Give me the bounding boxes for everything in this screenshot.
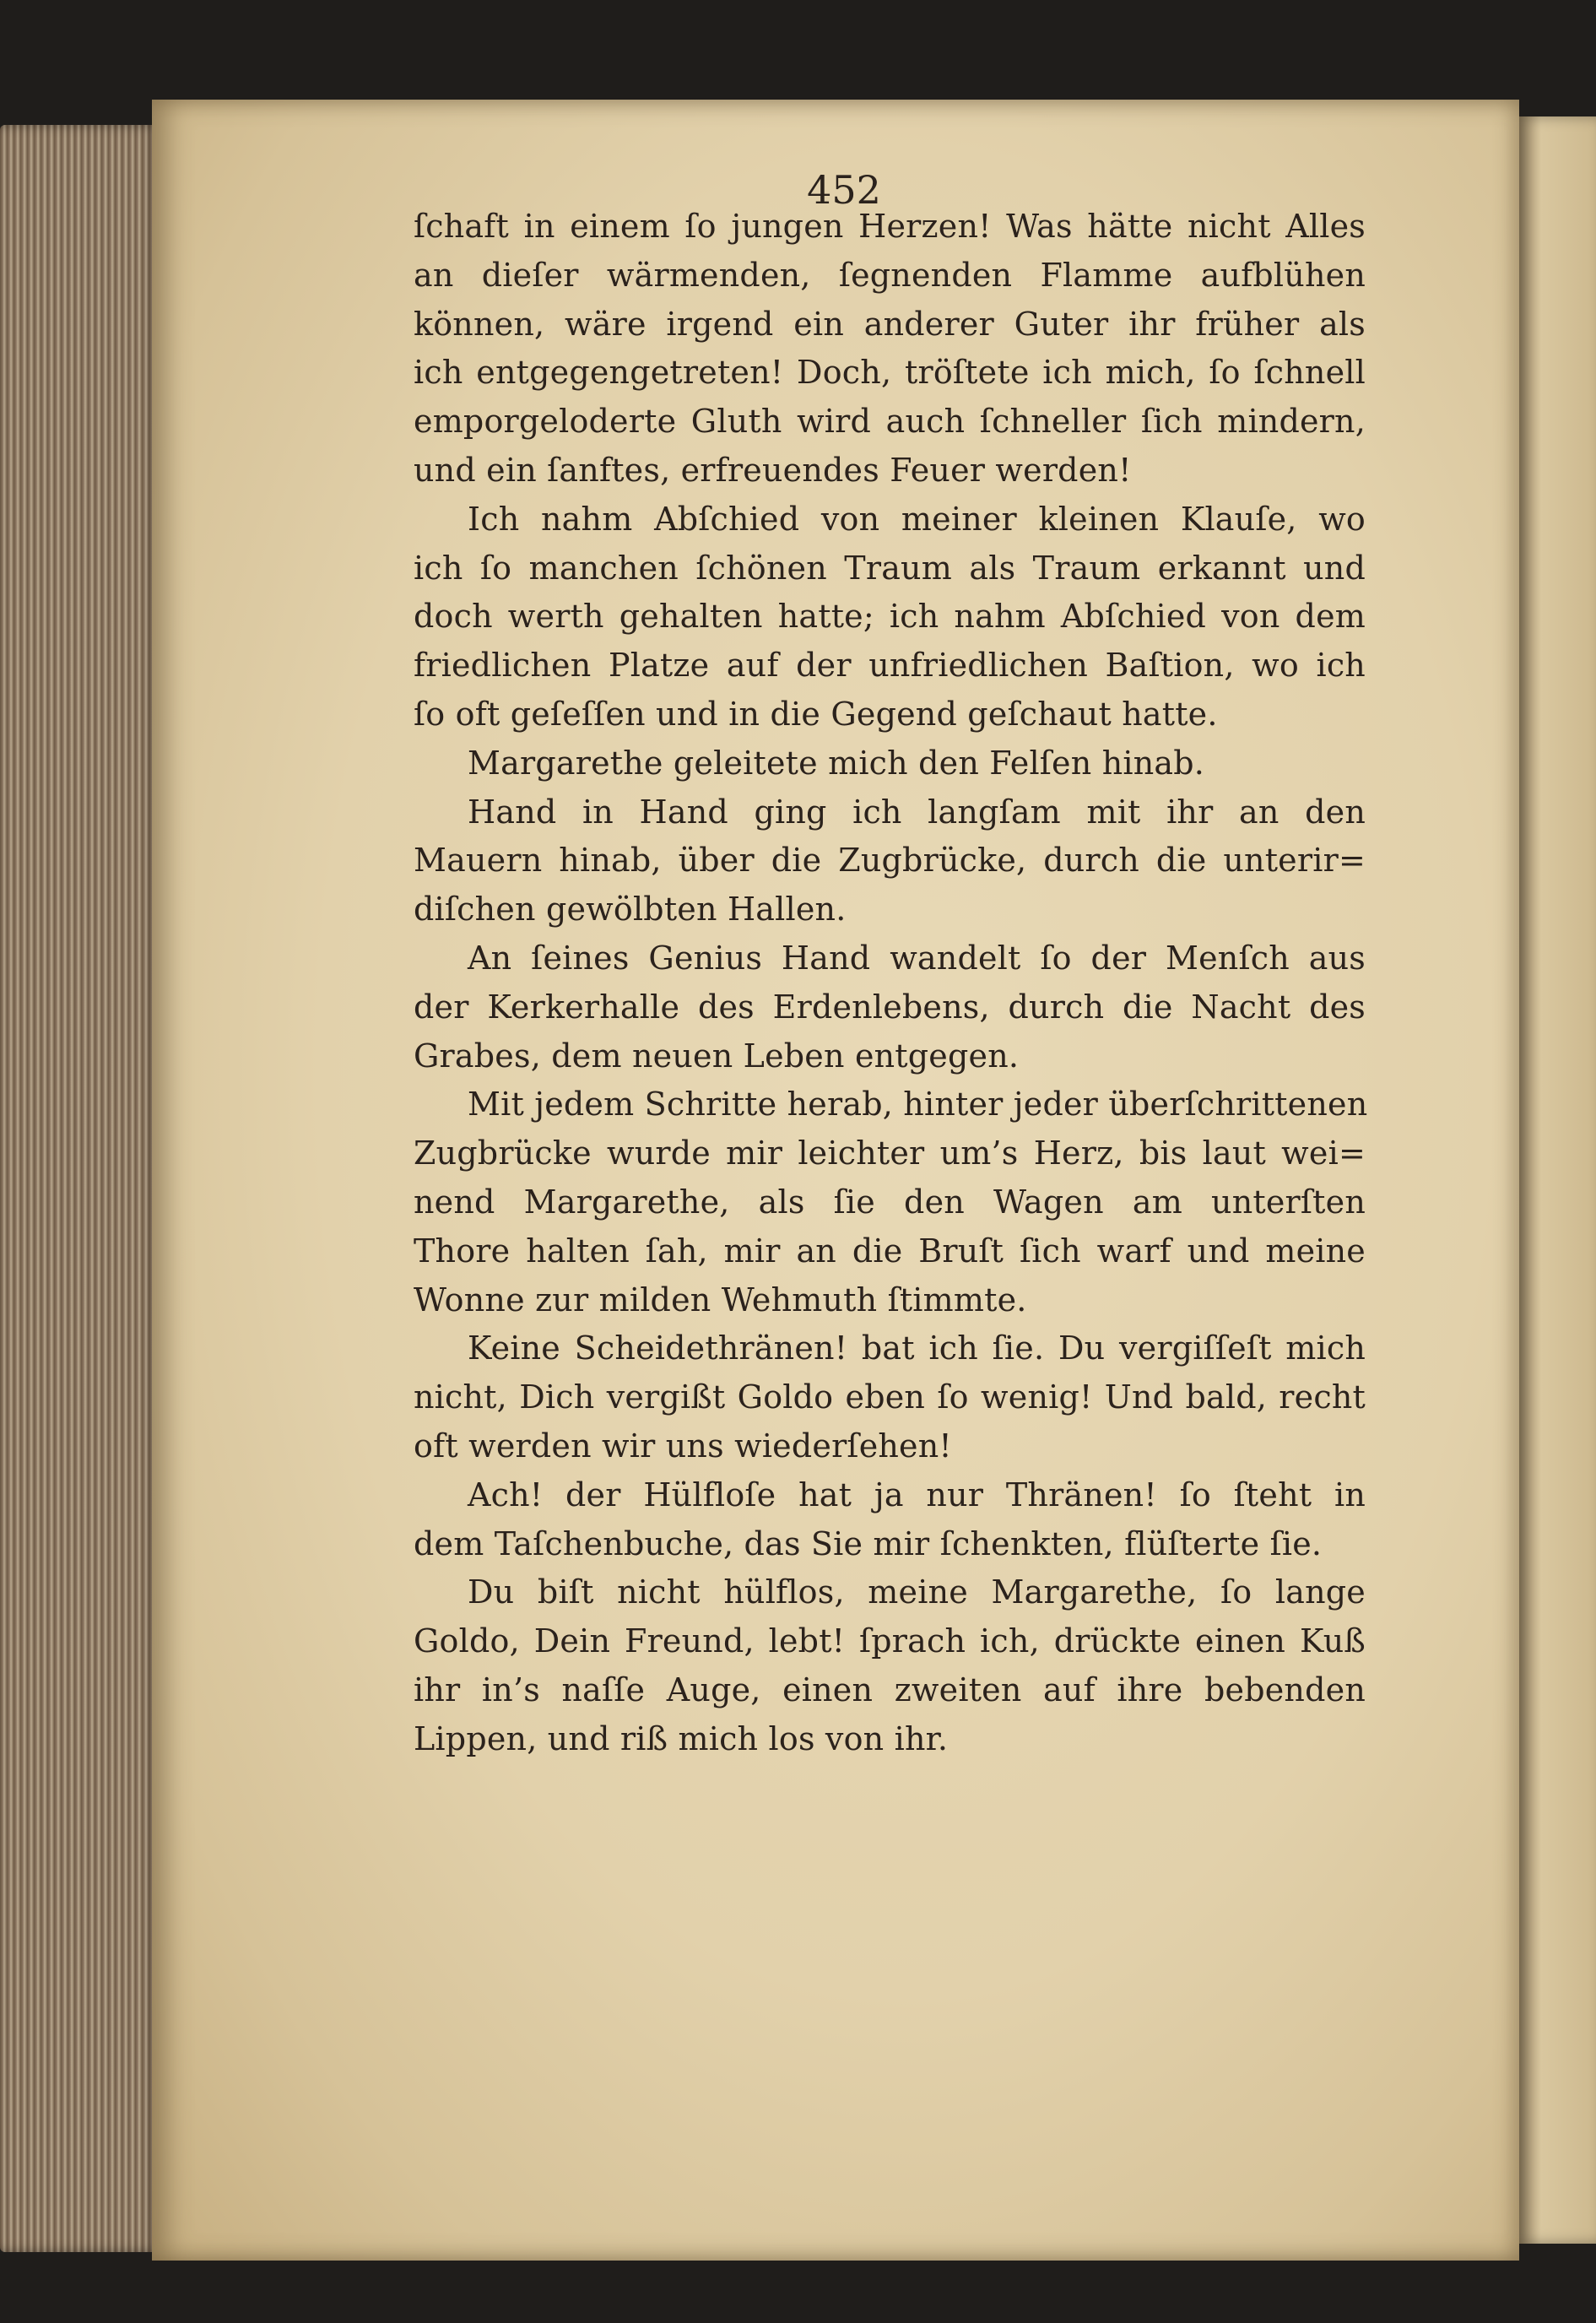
text-line: der Kerkerhalle des Erdenlebens, durch die Nacht des xyxy=(414,988,1366,1026)
text-line: Thore halten ſah, mir an die Bruſt ſich warf und meine xyxy=(414,1232,1366,1270)
text-line: ich entgegengetreten! Doch, tröſtete ich mich, ſo ſchnell xyxy=(414,354,1366,392)
text-line: nicht, Dich vergißt Goldo eben ſo wenig! Und bald, recht xyxy=(414,1378,1366,1416)
text-line: können, wäre irgend ein anderer Guter ihr früher als xyxy=(414,305,1366,343)
text-line: Mit jedem Schritte herab, hinter jeder überſchrittenen xyxy=(468,1086,1368,1124)
text-line: Du biſt nicht hülflos, meine Margarethe, ſo lange xyxy=(468,1573,1366,1611)
body-text xyxy=(414,203,1366,1764)
text-line: Mauern hinab, über die Zugbrücke, durch die unterir= xyxy=(414,842,1366,880)
text-line: an dieſer wärmenden, ſegnenden Flamme aufblühen xyxy=(414,256,1366,294)
adjacent-page-edge xyxy=(1518,116,1596,2244)
text-line: Lippen, und riß mich los von ihr. xyxy=(414,1719,949,1757)
text-line: dem Taſchenbuche, das Sie mir ſchenkten, flüſterte ſie. xyxy=(414,1524,1323,1562)
text-line: Ach! der Hülfloſe hat ja nur Thränen! ſo ſteht in xyxy=(468,1476,1366,1513)
text-line: ſchaft in einem ſo jungen Herzen! Was hätte nicht Alles xyxy=(414,208,1366,245)
text-line: doch werth gehalten hatte; ich nahm Abſchied von dem xyxy=(414,598,1366,636)
page-number: 452 xyxy=(807,167,881,213)
text-line: emporgeloderte Gluth wird auch ſchneller ſich mindern, xyxy=(414,403,1366,441)
text-line: Goldo, Dein Freund, lebt! ſprach ich, drückte einen Kuß xyxy=(414,1622,1366,1660)
text-line: ſo oft geſeſſen und in die Gegend geſchaut hatte. xyxy=(414,695,1218,733)
text-line: Hand in Hand ging ich langſam mit ihr an den xyxy=(468,793,1366,831)
text-line: ihr in’s naſſe Auge, einen zweiten auf ihre bebenden xyxy=(414,1671,1366,1708)
text-line: friedlichen Platze auf der unfriedlichen Baſtion, wo ich xyxy=(414,647,1366,685)
text-line: diſchen gewölbten Hallen. xyxy=(414,891,847,929)
text-line: ich ſo manchen ſchönen Traum als Traum erkannt und xyxy=(414,549,1366,587)
text-line: Zugbrücke wurde mir leichter um’s Herz, bis laut wei= xyxy=(414,1134,1366,1172)
text-line: An ſeines Genius Hand wandelt ſo der Menſch aus xyxy=(468,939,1366,977)
text-line: Grabes, dem neuen Leben entgegen. xyxy=(414,1037,1020,1075)
text-line: Ich nahm Abſchied von meiner kleinen Klauſe, wo xyxy=(468,500,1366,538)
text-line: Margarethe geleitete mich den Felſen hinab. xyxy=(468,744,1205,782)
text-line: Keine Scheidethränen! bat ich ſie. Du vergiſſeſt mich xyxy=(468,1329,1366,1367)
text-line: Wonne zur milden Wehmuth ſtimmte. xyxy=(414,1281,1027,1319)
text-line: nend Margarethe, als ſie den Wagen am unterſten xyxy=(414,1183,1366,1221)
text-line: oft werden wir uns wiederſehen! xyxy=(414,1427,952,1465)
text-line: und ein ſanftes, erfreuendes Feuer werden! xyxy=(414,451,1132,489)
page-edges-stack xyxy=(0,125,160,2252)
